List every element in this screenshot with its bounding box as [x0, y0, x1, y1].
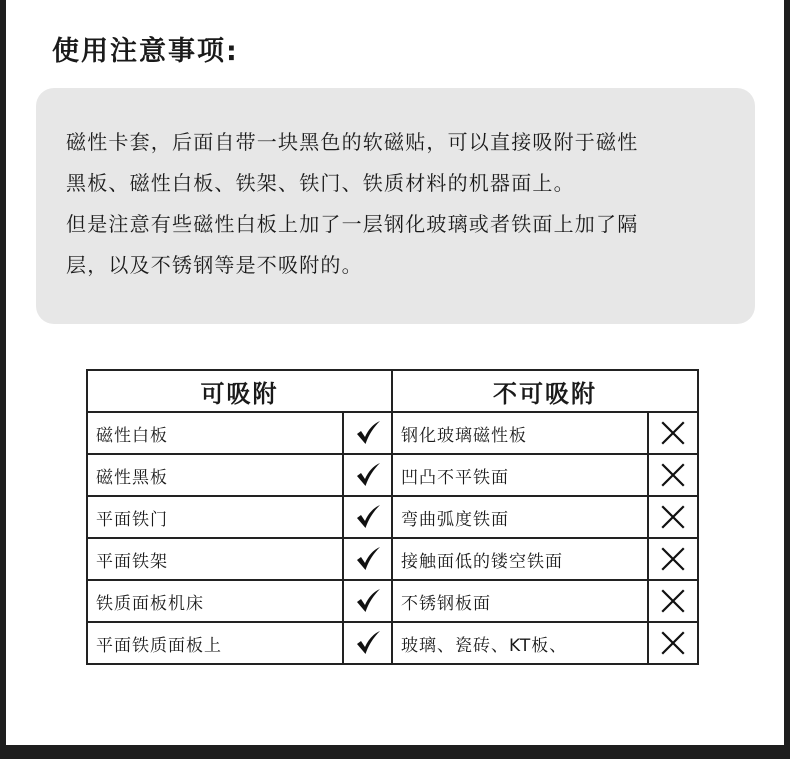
header-not-attachable: 不可吸附: [392, 370, 698, 412]
not-attachable-item: 弯曲弧度铁面: [392, 496, 648, 538]
frame-bottom-border: [0, 745, 790, 759]
notice-line-4: 层，以及不锈钢等是不吸附的。: [66, 253, 363, 277]
notice-line-1: 磁性卡套，后面自带一块黑色的软磁贴，可以直接吸附于磁性: [66, 130, 639, 154]
table-row: [87, 412, 698, 454]
table-body: [87, 412, 698, 664]
cross-icon: [648, 622, 698, 664]
check-icon: [343, 538, 392, 580]
cross-icon: [648, 412, 698, 454]
not-attachable-item: 玻璃、瓷砖、KT板、: [392, 622, 648, 664]
cross-icon: [648, 496, 698, 538]
check-icon: [343, 580, 392, 622]
page-title: 使用注意事项:: [52, 36, 239, 67]
table-row: [87, 622, 698, 664]
attachable-item: 平面铁质面板上: [87, 622, 343, 664]
attachable-item: 平面铁架: [87, 538, 343, 580]
cross-icon: [648, 454, 698, 496]
check-icon: [343, 622, 392, 664]
check-icon: [343, 412, 392, 454]
not-attachable-item: 接触面低的镂空铁面: [392, 538, 648, 580]
check-icon: [343, 454, 392, 496]
notice-line-3: 但是注意有些磁性白板上加了一层钢化玻璃或者铁面上加了隔: [66, 212, 639, 236]
notice-line-2: 黑板、磁性白板、铁架、铁门、铁质材料的机器面上。: [66, 171, 575, 195]
cross-icon: [648, 538, 698, 580]
compatibility-table: [86, 369, 699, 665]
cross-icon: [648, 580, 698, 622]
frame-right-border: [784, 0, 790, 759]
not-attachable-item: 钢化玻璃磁性板: [392, 412, 648, 454]
table-header-row: [87, 370, 698, 412]
notice-box: [36, 88, 755, 324]
attachable-item: 铁质面板机床: [87, 580, 343, 622]
table-row: [87, 454, 698, 496]
attachable-item: 平面铁门: [87, 496, 343, 538]
attachable-item: 磁性黑板: [87, 454, 343, 496]
not-attachable-item: 不锈钢板面: [392, 580, 648, 622]
check-icon: [343, 496, 392, 538]
frame-left-border: [0, 0, 6, 759]
table-row: [87, 580, 698, 622]
attachable-item: 磁性白板: [87, 412, 343, 454]
header-attachable: 可吸附: [87, 370, 392, 412]
table-row: [87, 496, 698, 538]
table-row: [87, 538, 698, 580]
not-attachable-item: 凹凸不平铁面: [392, 454, 648, 496]
